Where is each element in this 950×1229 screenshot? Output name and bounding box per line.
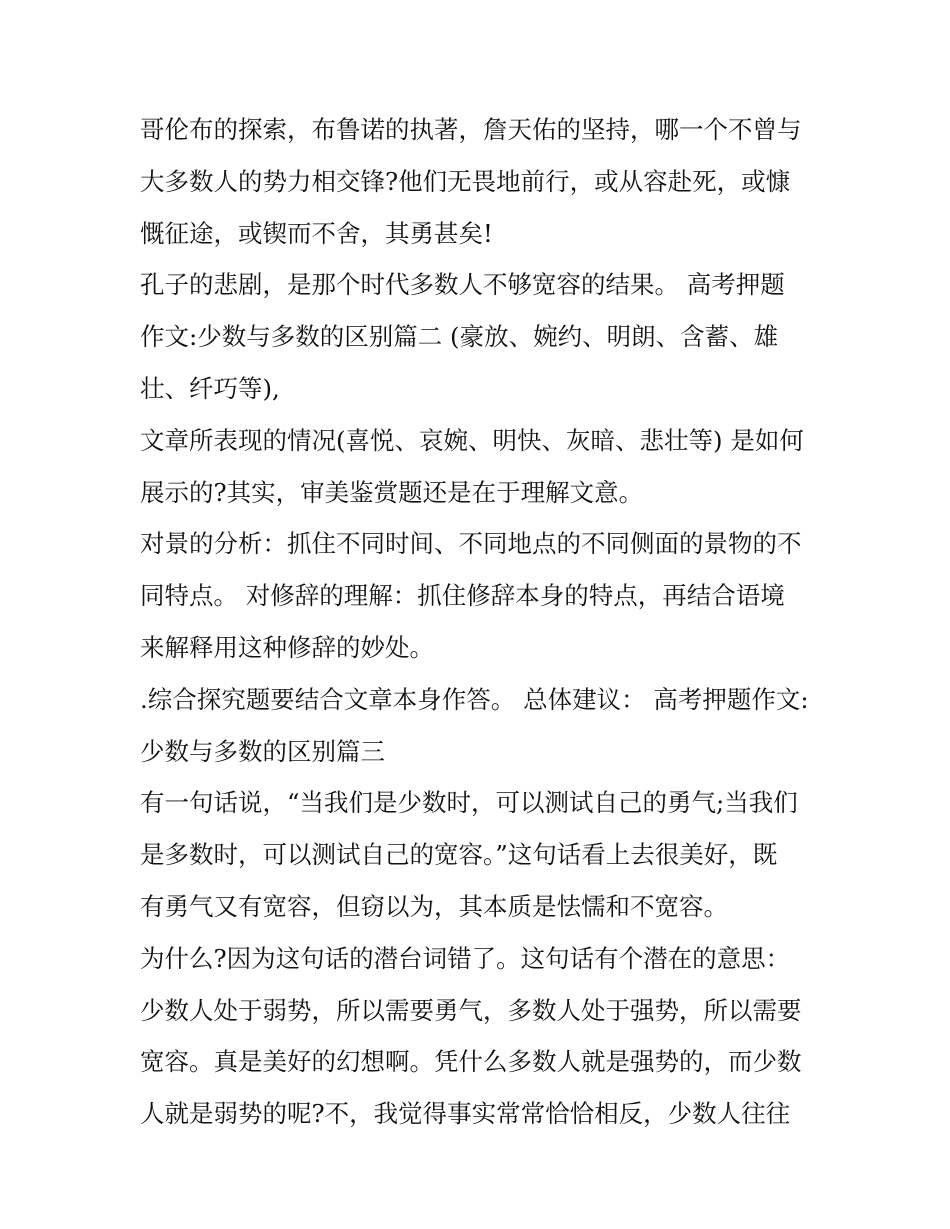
text-line: .综合探究题要结合文章本身作答。 总体建议： 高考押题作文:	[140, 684, 809, 714]
text-line: 宽容。真是美好的幻想啊。凭什么多数人就是强势的，而少数	[140, 1047, 802, 1077]
text-line: 展示的?其实，审美鉴赏题还是在于理解文意。	[140, 477, 644, 507]
text-line: 作文:少数与多数的区别篇二 (豪放、婉约、明朗、含蓄、雄	[140, 322, 779, 352]
text-line: 有勇气又有宽容，但窃以为，其本质是怯懦和不宽容。	[140, 891, 728, 921]
text-line: 有一句话说，“当我们是少数时，可以测试自己的勇气;当我们	[140, 788, 798, 818]
text-line: 是多数时，可以测试自己的宽容。”这句话看上去很美好，既	[140, 840, 778, 870]
text-line: 少数与多数的区别篇三	[140, 736, 385, 766]
text-line: 为什么?因为这句话的潜台词错了。这句话有个潜在的意思：	[140, 943, 791, 973]
text-line: 同特点。 对修辞的理解：抓住修辞本身的特点，再结合语境	[140, 581, 785, 611]
text-line: 文章所表现的情况(喜悦、哀婉、明快、灰暗、悲壮等) 是如何	[140, 425, 804, 455]
text-line: 哥伦布的探索，布鲁诺的执著，詹天佑的坚持，哪一个不曾与	[140, 115, 802, 144]
text-line: 对景的分析：抓住不同时间、不同地点的不同侧面的景物的不	[140, 529, 802, 559]
text-line: 大多数人的势力相交锋?他们无畏地前行，或从容赴死，或慷	[140, 166, 791, 196]
text-line: 慨征途，或锲而不舍，其勇甚矣!	[140, 218, 493, 248]
text-line: 壮、纤巧等),	[140, 373, 280, 403]
text-line: 来解释用这种修辞的妙处。	[140, 632, 434, 662]
body-text	[140, 104, 820, 1140]
text-line: 人就是弱势的呢?不，我觉得事实常常恰恰相反，少数人往往	[140, 1099, 791, 1129]
text-line: 少数人处于弱势，所以需要勇气，多数人处于强势，所以需要	[140, 995, 802, 1025]
text-line: 孔子的悲剧，是那个时代多数人不够宽容的结果。 高考押题	[140, 270, 785, 300]
